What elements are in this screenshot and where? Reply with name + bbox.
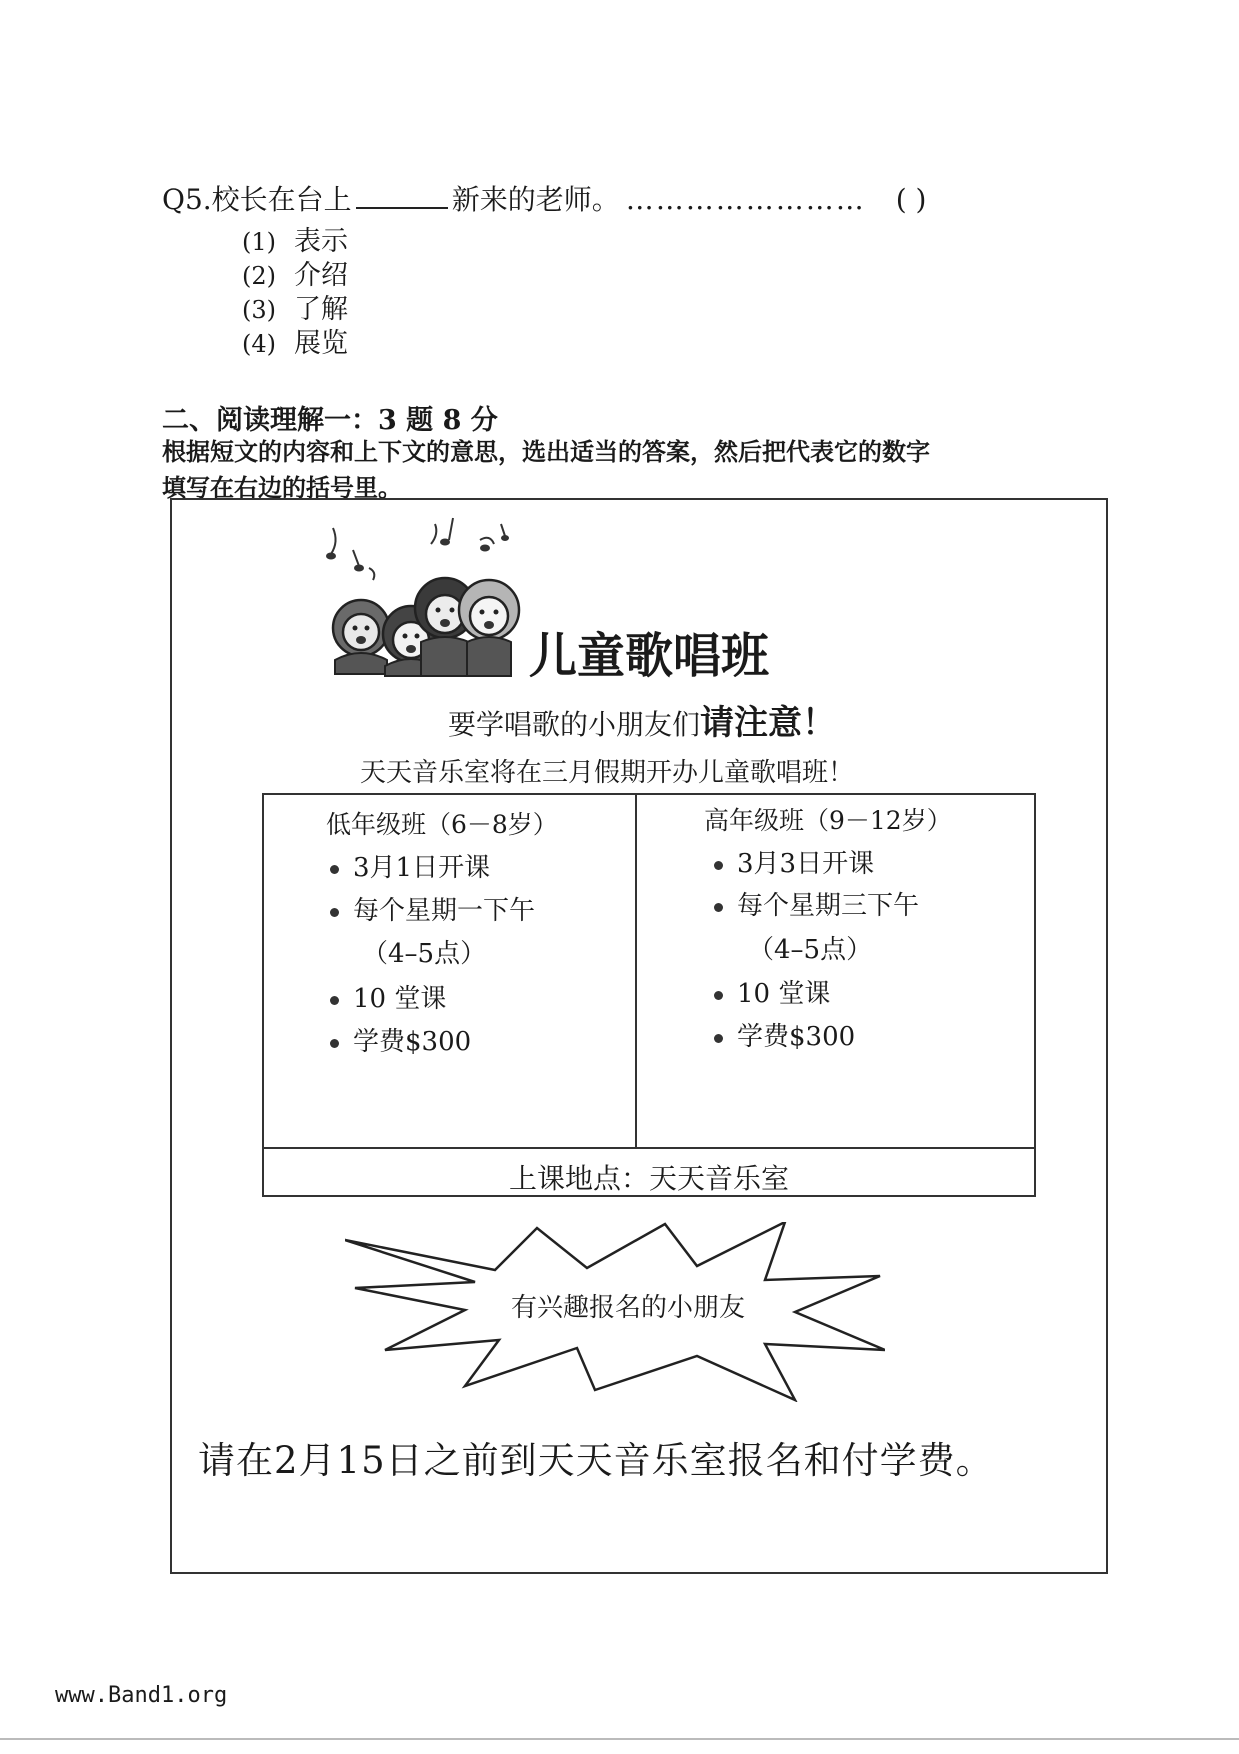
senior-class-item: 10 堂课 — [714, 973, 830, 1010]
option-3: (3) 了解 — [242, 294, 348, 325]
section-instruction-line-1: 根据短文的内容和上下文的意思，选出适当的答案，然后把代表它的数字 — [162, 437, 930, 466]
children-singing-illustration — [325, 510, 530, 680]
senior-class-item: 学费$300 — [714, 1016, 855, 1053]
bullet-icon — [714, 991, 723, 1000]
option-2: (2) 介绍 — [242, 260, 348, 291]
leader-dots: …………………… — [625, 183, 866, 216]
junior-class-heading: 低年级班（6－8岁） — [326, 810, 558, 839]
junior-class-item: （4–5点） — [362, 939, 487, 969]
section-instruction-line-2: 填写在右边的括号里。 — [162, 473, 402, 502]
starburst-text: 有兴趣报名的小朋友 — [511, 1293, 746, 1323]
bullet-icon — [330, 1039, 339, 1048]
question-5 — [162, 178, 926, 218]
attention-line — [448, 695, 836, 744]
senior-class-item: 3月3日开课 — [714, 843, 874, 880]
option-4: (4) 展览 — [242, 328, 348, 359]
senior-class-heading: 高年级班（9－12岁） — [704, 806, 952, 835]
question-number: Q5. — [162, 183, 212, 216]
question-text-after-blank: 新来的老师。 — [451, 183, 620, 216]
senior-class-item: 每个星期三下午 — [714, 885, 919, 922]
question-text-before-blank: 校长在台上 — [211, 183, 352, 216]
class-venue: 上课地点：天天音乐室 — [508, 1162, 789, 1195]
class-table — [262, 793, 1036, 1197]
bullet-icon — [330, 908, 339, 917]
section-heading: 二、阅读理解一：3 题 8 分 — [162, 405, 498, 436]
option-1: (1) 表示 — [242, 226, 348, 257]
page-bottom-rule — [0, 1738, 1239, 1740]
bullet-icon — [714, 1034, 723, 1043]
column-divider — [635, 795, 637, 1147]
answer-blank — [356, 185, 448, 209]
poster-title: 儿童歌唱班 — [529, 628, 770, 684]
senior-class-item: （4–5点） — [748, 935, 873, 965]
announcement: 天天音乐室将在三月假期开办儿童歌唱班！ — [360, 758, 855, 788]
bullet-icon — [330, 996, 339, 1005]
answer-parentheses: ( ) — [895, 183, 927, 216]
footer-website: www.Band1.org — [55, 1683, 228, 1708]
junior-class-item: 每个星期一下午 — [330, 890, 535, 927]
bullet-icon — [330, 865, 339, 874]
junior-class-item: 10 堂课 — [330, 978, 446, 1015]
venue-divider — [264, 1147, 1034, 1149]
bullet-icon — [714, 861, 723, 870]
junior-class-item: 3月1日开课 — [330, 847, 490, 884]
bullet-icon — [714, 903, 723, 912]
junior-class-item: 学费$300 — [330, 1021, 471, 1058]
attention-emphasis: 请注意！ — [700, 703, 837, 743]
attention-prefix: 要学唱歌的小朋友们 — [448, 708, 701, 741]
registration-deadline: 请在2月15日之前到天天音乐室报名和付学费。 — [198, 1439, 994, 1482]
